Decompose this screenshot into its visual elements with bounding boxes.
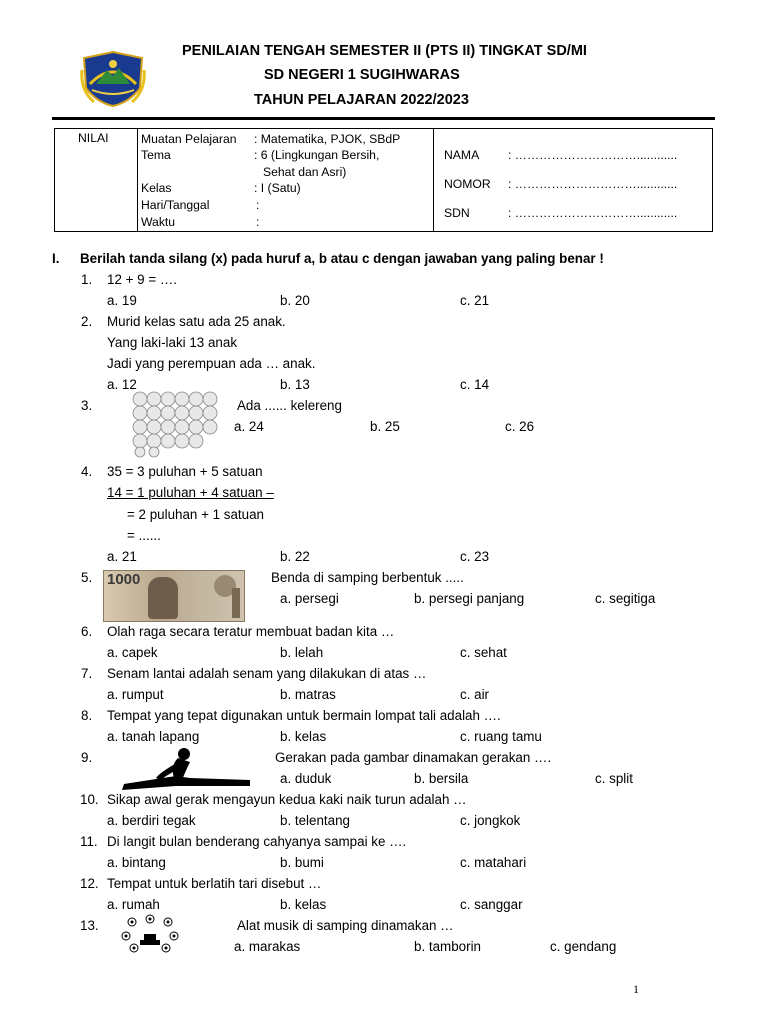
header-line-2: SD NEGERI 1 SUGIHWARAS (264, 67, 460, 83)
q9-option-a[interactable]: a. duduk (280, 771, 332, 786)
q3-text: Ada ...... kelereng (237, 398, 342, 413)
q4-option-b[interactable]: b. 22 (280, 549, 310, 564)
nomor-field[interactable]: : …………………………............ (508, 177, 678, 191)
q7-number: 7. (81, 666, 93, 681)
q11-number: 11. (80, 834, 98, 849)
q1-number: 1. (81, 272, 93, 287)
q13-option-b[interactable]: b. tamborin (414, 939, 481, 954)
q3-option-c[interactable]: c. 26 (505, 419, 535, 434)
q10-option-b[interactable]: b. telentang (280, 813, 350, 828)
q10-option-a[interactable]: a. berdiri tegak (107, 813, 196, 828)
q2-text: Murid kelas satu ada 25 anak. (107, 314, 286, 329)
q5-option-c[interactable]: c. segitiga (595, 591, 656, 606)
q7-text: Senam lantai adalah senam yang dilakukan di atas … (107, 666, 427, 681)
q7-option-c[interactable]: c. air (460, 687, 490, 702)
q5-text: Benda di samping berbentuk ..... (271, 570, 464, 585)
section-instruction: Berilah tanda silang (x) pada huruf a, b atau c dengan jawaban yang paling benar ! (80, 251, 604, 266)
q9-number: 9. (81, 750, 93, 765)
header-line-1: PENILAIAN TENGAH SEMESTER II (PTS II) TINGKAT SD/MI (182, 43, 587, 59)
q5-option-b[interactable]: b. persegi panjang (414, 591, 525, 606)
q4-text-3: = 2 puluhan + 1 satuan (127, 507, 264, 522)
q9-option-b[interactable]: b. bersila (414, 771, 469, 786)
muatan-value: : Matematika, PJOK, SBdP (254, 132, 401, 146)
tema-value: : 6 (Lingkungan Bersih, (254, 148, 380, 162)
q6-option-b[interactable]: b. lelah (280, 645, 324, 660)
q8-option-c[interactable]: c. ruang tamu (460, 729, 542, 744)
q7-option-b[interactable]: b. matras (280, 687, 336, 702)
q11-option-a[interactable]: a. bintang (107, 855, 166, 870)
q1-text: 12 + 9 = …. (107, 272, 177, 287)
q8-option-a[interactable]: a. tanah lapang (107, 729, 200, 744)
split-pose-silhouette (120, 744, 252, 792)
q11-text: Di langit bulan benderang cahyanya sampai ke …. (107, 834, 407, 849)
marbles-image (130, 390, 218, 458)
q5-number: 5. (81, 570, 93, 585)
q6-text: Olah raga secara teratur membuat badan kita … (107, 624, 395, 639)
q4-text-4: = ...... (127, 528, 161, 543)
sdn-label: SDN (444, 206, 470, 220)
q13-number: 13. (80, 918, 99, 933)
q13-text: Alat musik di samping dinamakan … (237, 918, 454, 933)
q12-text: Tempat untuk berlatih tari disebut … (107, 876, 322, 891)
tema-value-2: Sehat dan Asri) (263, 165, 347, 179)
q2-number: 2. (81, 314, 93, 329)
q8-number: 8. (81, 708, 93, 723)
q7-option-a[interactable]: a. rumput (107, 687, 164, 702)
hari-label: Hari/Tanggal (141, 198, 210, 212)
q4-number: 4. (81, 464, 93, 479)
q3-option-b[interactable]: b. 25 (370, 419, 400, 434)
q13-option-a[interactable]: a. marakas (234, 939, 301, 954)
q8-text: Tempat yang tepat digunakan untuk bermain lompat tali adalah …. (107, 708, 501, 723)
q10-text: Sikap awal gerak mengayun kedua kaki naik turun adalah … (107, 792, 467, 807)
q10-number: 10. (80, 792, 99, 807)
nilai-label: NILAI (78, 131, 109, 145)
q2-option-a[interactable]: a. 12 (107, 377, 137, 392)
header-divider (52, 117, 715, 120)
q9-option-c[interactable]: c. split (595, 771, 633, 786)
q2-option-b[interactable]: b. 13 (280, 377, 310, 392)
q1-option-c[interactable]: c. 21 (460, 293, 490, 308)
q6-option-c[interactable]: c. sehat (460, 645, 507, 660)
school-district-logo (80, 50, 146, 108)
sdn-field[interactable]: : …………………………............ (508, 206, 678, 220)
q4-option-a[interactable]: a. 21 (107, 549, 137, 564)
q11-option-c[interactable]: c. matahari (460, 855, 527, 870)
q8-option-b[interactable]: b. kelas (280, 729, 327, 744)
q2-text-3: Jadi yang perempuan ada … anak. (107, 356, 316, 371)
q12-option-a[interactable]: a. rumah (107, 897, 160, 912)
q1-option-a[interactable]: a. 19 (107, 293, 137, 308)
q2-option-c[interactable]: c. 14 (460, 377, 490, 392)
tema-label: Tema (141, 148, 171, 162)
page-number: 1 (633, 982, 639, 996)
q6-option-a[interactable]: a. capek (107, 645, 158, 660)
banknote-image (103, 570, 245, 622)
muatan-label: Muatan Pelajaran (141, 132, 237, 146)
q9-text: Gerakan pada gambar dinamakan gerakan …. (275, 750, 552, 765)
q10-option-c[interactable]: c. jongkok (460, 813, 521, 828)
q4-option-c[interactable]: c. 23 (460, 549, 490, 564)
q12-option-b[interactable]: b. kelas (280, 897, 327, 912)
header-line-3: TAHUN PELAJARAN 2022/2023 (254, 92, 469, 108)
q6-number: 6. (81, 624, 93, 639)
q4-text: 35 = 3 puluhan + 5 satuan (107, 464, 263, 479)
q12-option-c[interactable]: c. sanggar (460, 897, 523, 912)
kelas-value: : I (Satu) (254, 181, 301, 195)
q12-number: 12. (80, 876, 99, 891)
q4-text-2: 14 = 1 puluhan + 4 satuan – (107, 485, 274, 500)
q11-option-b[interactable]: b. bumi (280, 855, 324, 870)
q3-number: 3. (81, 398, 93, 413)
q13-option-c[interactable]: c. gendang (550, 939, 617, 954)
q3-option-a[interactable]: a. 24 (234, 419, 264, 434)
q2-text-2: Yang laki-laki 13 anak (107, 335, 238, 350)
hari-colon: : (256, 198, 260, 212)
section-number: I. (52, 251, 60, 266)
banknote-value: 1000 (107, 571, 141, 588)
nomor-label: NOMOR (444, 177, 491, 191)
q1-option-b[interactable]: b. 20 (280, 293, 310, 308)
tambourine-image (118, 914, 182, 954)
nama-field[interactable]: : …………………………............ (508, 148, 678, 162)
waktu-label: Waktu (141, 215, 176, 229)
waktu-colon: : (256, 215, 260, 229)
q5-option-a[interactable]: a. persegi (280, 591, 339, 606)
kelas-label: Kelas (141, 181, 172, 195)
nama-label: NAMA (444, 148, 480, 162)
